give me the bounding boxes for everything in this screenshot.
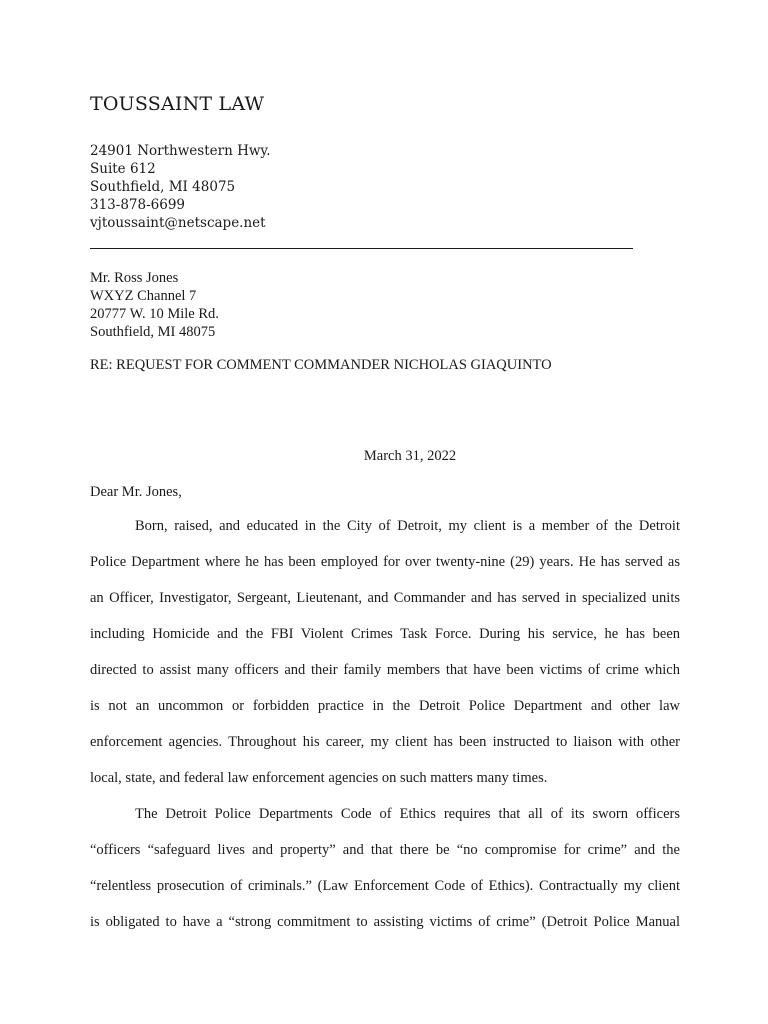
re-subject-line: RE: REQUEST FOR COMMENT COMMANDER NICHOLAS GIAQUINTO — [90, 357, 552, 373]
paragraph-line: directed to assist many officers and their family members that have been victims of crime which — [90, 662, 680, 678]
recipient-organization: WXYZ Channel 7 — [90, 288, 197, 304]
recipient-name: Mr. Ross Jones — [90, 270, 179, 286]
firm-phone: 313-878-6699 — [90, 197, 186, 213]
firm-email: vjtoussaint@netscape.net — [90, 215, 266, 231]
paragraph-line: is not an uncommon or forbidden practice in the Detroit Police Department and other law — [90, 698, 680, 714]
paragraph-line: including Homicide and the FBI Violent Crimes Task Force. During his service, he has been — [90, 626, 680, 642]
firm-address-block — [90, 142, 271, 232]
paragraph-line: is obligated to have a “strong commitment to assisting victims of crime” (Detroit Police Manual — [90, 914, 680, 930]
firm-city-state-zip: Southfield, MI 48075 — [90, 179, 236, 195]
letterhead-firm-name: TOUSSAINT LAW — [90, 93, 265, 115]
salutation: Dear Mr. Jones, — [90, 484, 182, 500]
letter-date: March 31, 2022 — [363, 448, 457, 464]
firm-suite: Suite 612 — [90, 161, 156, 177]
recipient-address-block — [90, 269, 219, 341]
paragraph-line: enforcement agencies. Throughout his career, my client has been instructed to liaison with other — [90, 734, 680, 750]
firm-street-address: 24901 Northwestern Hwy. — [90, 143, 271, 159]
paragraph-line: The Detroit Police Departments Code of Ethics requires that all of its sworn officers — [135, 806, 680, 822]
paragraph-line: local, state, and federal law enforcement agencies on such matters many times. — [90, 770, 548, 786]
paragraph-line: “officers “safeguard lives and property” and that there be “no compromise for crime” and the — [90, 842, 680, 858]
paragraph-line: Police Department where he has been employed for over twenty-nine (29) years. He has served as — [90, 554, 680, 570]
recipient-street-address: 20777 W. 10 Mile Rd. — [90, 306, 219, 322]
paragraph-line: an Officer, Investigator, Sergeant, Lieutenant, and Commander and has served in specialized units — [90, 590, 680, 606]
paragraph-line: “relentless prosecution of criminals.” (Law Enforcement Code of Ethics). Contractually my client — [90, 878, 680, 894]
paragraph-line: Born, raised, and educated in the City of Detroit, my client is a member of the Detroit — [135, 518, 680, 534]
recipient-city-state-zip: Southfield, MI 48075 — [90, 324, 216, 340]
letterhead-divider — [90, 248, 633, 249]
